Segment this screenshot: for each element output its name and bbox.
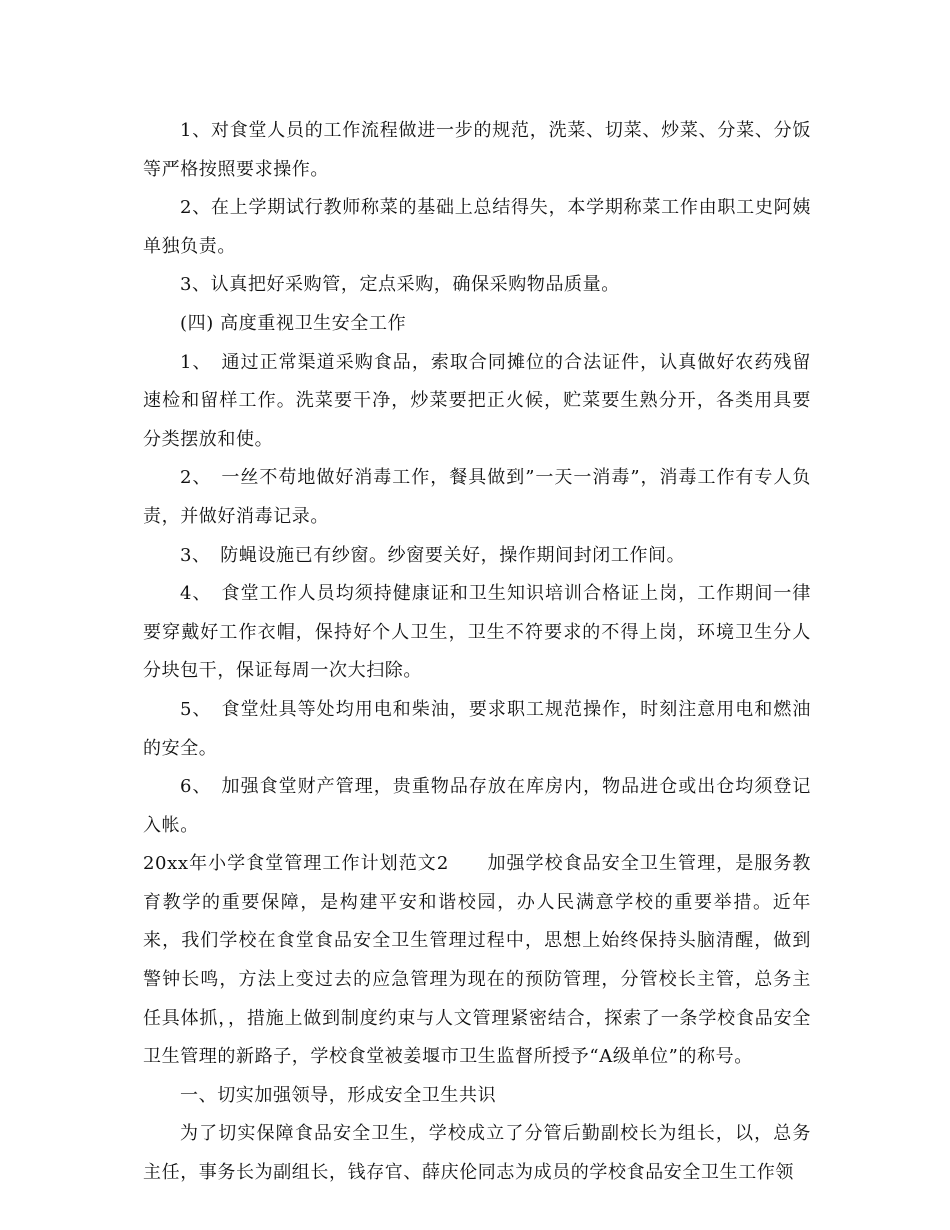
paragraph-item-3: 3、认真把好采购管，定点采购，确保采购物品质量。 [180,274,620,296]
hygiene-item-2: 2、 一丝不苟地做好消毒工作，餐具做到”一天一消毒”，消毒工作有专人负责，并做好消毒记录。 [143,467,811,527]
paragraph-item-1: 1、对食堂人员的工作流程做进一步的规范，洗菜、切菜、炒菜、分菜、分饭等严格按照要求操作。 [143,120,811,180]
document-body [143,112,811,1193]
hygiene-item-4: 4、 食堂工作人员均须持健康证和卫生知识培训合格证上岗，工作期间一律要穿戴好工作衣帽，保持好个人卫生，卫生不符要求的不得上岗，环境卫生分人分块包干，保证每周一次大扫除。 [143,583,811,682]
plan-sample-2-paragraph: 20xx年小学食堂管理工作计划范文2 加强学校食品安全卫生管理，是服务教育教学的重要保障，是构建平安和谐校园，办人民满意学校的重要举措。近年来，我们学校在食堂食品安全卫生管理过程中，思想上始终保持头脑清醒，做到警钟长鸣，方法上变过去的应急管理为现在的预防管理，分管校长主管，总务主任具体抓，，措施上做到制度约束与人文管理紧密结合，探索了一条学校食品安全卫生管理的新路子，学校食堂被姜堰市卫生监督所授予“A级单位”的称号。 [143,853,811,1068]
hygiene-item-1: 1、 通过正常渠道采购食品，索取合同摊位的合法证件，认真做好农药残留速检和留样工作。洗菜要干净，炒菜要把正火候，贮菜要生熟分开，各类用具要分类摆放和使。 [143,351,811,450]
hygiene-item-6: 6、 加强食堂财产管理，贵重物品存放在库房内，物品进仓或出仓均须登记入帐。 [143,776,811,836]
paragraph-item-2: 2、在上学期试行教师称菜的基础上总结得失，本学期称菜工作由职工史阿姨单独负责。 [143,197,811,257]
section-heading-1: 一、切实加强领导，形成安全卫生共识 [180,1084,497,1106]
hygiene-item-5: 5、 食堂灶具等处均用电和柴油，要求职工规范操作，时刻注意用电和燃油的安全。 [143,698,811,759]
section-heading-4: (四) 高度重视卫生安全工作 [180,312,407,334]
hygiene-item-3: 3、 防蝇设施已有纱窗。纱窗要关好，操作期间封闭工作间。 [180,544,686,566]
leadership-paragraph: 为了切实保障食品安全卫生，学校成立了分管后勤副校长为组长，以，总务主任，事务长为副组长，钱存官、薛庆伦同志为成员的学校食品安全卫生工作领 [143,1123,811,1184]
